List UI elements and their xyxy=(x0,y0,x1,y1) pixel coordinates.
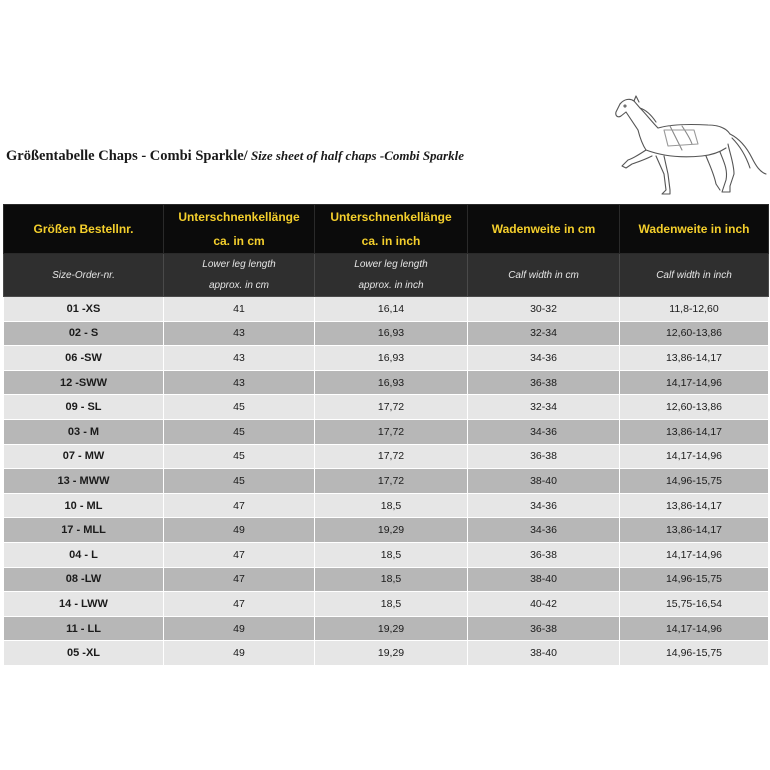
table-cell: 43 xyxy=(164,370,315,395)
table-cell: 13,86-14,17 xyxy=(620,493,769,518)
table-cell: 14,96-15,75 xyxy=(620,469,769,494)
table-cell: 45 xyxy=(164,469,315,494)
table-row xyxy=(4,542,769,567)
table-cell: 16,93 xyxy=(315,370,468,395)
subheader-cell: Lower leg length approx. in inch xyxy=(315,254,468,297)
table-cell: 36-38 xyxy=(468,616,620,641)
table-row xyxy=(4,567,769,592)
table-cell: 43 xyxy=(164,346,315,371)
table-cell: 13,86-14,17 xyxy=(620,419,769,444)
table-cell: 34-36 xyxy=(468,419,620,444)
table-row xyxy=(4,518,769,543)
table-cell: 14,17-14,96 xyxy=(620,616,769,641)
title-subtitle: Size sheet of half chaps -Combi Sparkle xyxy=(247,148,465,163)
table-cell: 30-32 xyxy=(468,297,620,322)
table-cell: 11,8-12,60 xyxy=(620,297,769,322)
table-cell: 49 xyxy=(164,616,315,641)
size-order-cell: 02 - S xyxy=(4,321,164,346)
table-row xyxy=(4,592,769,617)
table-cell: 40-42 xyxy=(468,592,620,617)
size-order-cell: 17 - MLL xyxy=(4,518,164,543)
table-cell: 45 xyxy=(164,419,315,444)
table-cell: 13,86-14,17 xyxy=(620,346,769,371)
table-cell: 38-40 xyxy=(468,641,620,666)
table-cell: 49 xyxy=(164,518,315,543)
subheader-cell: Lower leg length approx. in cm xyxy=(164,254,315,297)
table-row xyxy=(4,493,769,518)
table-cell: 47 xyxy=(164,493,315,518)
size-order-cell: 04 - L xyxy=(4,542,164,567)
table-row xyxy=(4,641,769,666)
table-cell: 14,96-15,75 xyxy=(620,567,769,592)
table-cell: 38-40 xyxy=(468,469,620,494)
table-cell: 12,60-13,86 xyxy=(620,395,769,420)
size-order-cell: 11 - LL xyxy=(4,616,164,641)
table-cell: 14,96-15,75 xyxy=(620,641,769,666)
header-cell: Wadenweite in cm xyxy=(468,205,620,254)
table-subheader-row xyxy=(4,254,769,297)
table-cell: 34-36 xyxy=(468,346,620,371)
size-order-cell: 05 -XL xyxy=(4,641,164,666)
table-cell: 49 xyxy=(164,641,315,666)
header-cell: Unterschnenkellänge ca. in inch xyxy=(315,205,468,254)
size-order-cell: 09 - SL xyxy=(4,395,164,420)
size-order-cell: 14 - LWW xyxy=(4,592,164,617)
size-order-cell: 12 -SWW xyxy=(4,370,164,395)
table-cell: 12,60-13,86 xyxy=(620,321,769,346)
table-cell: 18,5 xyxy=(315,493,468,518)
size-order-cell: 01 -XS xyxy=(4,297,164,322)
subheader-cell: Size-Order-nr. xyxy=(4,254,164,297)
header-cell: Größen Bestellnr. xyxy=(4,205,164,254)
table-cell: 18,5 xyxy=(315,592,468,617)
page-title xyxy=(6,148,464,165)
table-cell: 45 xyxy=(164,395,315,420)
table-cell: 32-34 xyxy=(468,321,620,346)
size-table xyxy=(3,204,769,666)
table-cell: 17,72 xyxy=(315,469,468,494)
table-row xyxy=(4,395,769,420)
table-cell: 34-36 xyxy=(468,518,620,543)
table-cell: 18,5 xyxy=(315,542,468,567)
table-cell: 36-38 xyxy=(468,370,620,395)
table-cell: 47 xyxy=(164,592,315,617)
table-cell: 15,75-16,54 xyxy=(620,592,769,617)
table-row xyxy=(4,469,769,494)
size-order-cell: 10 - ML xyxy=(4,493,164,518)
table-cell: 17,72 xyxy=(315,419,468,444)
table-cell: 13,86-14,17 xyxy=(620,518,769,543)
table-cell: 18,5 xyxy=(315,567,468,592)
table-cell: 32-34 xyxy=(468,395,620,420)
size-order-cell: 08 -LW xyxy=(4,567,164,592)
header-cell: Unterschnenkellänge ca. in cm xyxy=(164,205,315,254)
table-cell: 14,17-14,96 xyxy=(620,370,769,395)
table-cell: 17,72 xyxy=(315,444,468,469)
title-main: Größentabelle Chaps - Combi Sparkle/ xyxy=(6,148,248,164)
subheader-cell: Calf width in cm xyxy=(468,254,620,297)
table-row xyxy=(4,419,769,444)
table-header-row xyxy=(4,205,769,254)
table-cell: 19,29 xyxy=(315,518,468,543)
table-cell: 47 xyxy=(164,542,315,567)
header-cell: Wadenweite in inch xyxy=(620,205,769,254)
table-row xyxy=(4,321,769,346)
table-cell: 16,93 xyxy=(315,346,468,371)
size-order-cell: 07 - MW xyxy=(4,444,164,469)
table-cell: 19,29 xyxy=(315,641,468,666)
table-cell: 41 xyxy=(164,297,315,322)
table-row xyxy=(4,444,769,469)
size-order-cell: 13 - MWW xyxy=(4,469,164,494)
size-order-cell: 03 - M xyxy=(4,419,164,444)
table-cell: 43 xyxy=(164,321,315,346)
table-cell: 47 xyxy=(164,567,315,592)
table-cell: 14,17-14,96 xyxy=(620,444,769,469)
table-row xyxy=(4,346,769,371)
table-row xyxy=(4,370,769,395)
table-cell: 38-40 xyxy=(468,567,620,592)
horse-sketch-icon xyxy=(612,94,770,202)
table-cell: 45 xyxy=(164,444,315,469)
table-row xyxy=(4,297,769,322)
subheader-cell: Calf width in inch xyxy=(620,254,769,297)
table-cell: 19,29 xyxy=(315,616,468,641)
table-cell: 16,14 xyxy=(315,297,468,322)
table-row xyxy=(4,616,769,641)
table-cell: 36-38 xyxy=(468,542,620,567)
table-cell: 34-36 xyxy=(468,493,620,518)
table-cell: 36-38 xyxy=(468,444,620,469)
table-cell: 17,72 xyxy=(315,395,468,420)
table-cell: 16,93 xyxy=(315,321,468,346)
table-cell: 14,17-14,96 xyxy=(620,542,769,567)
size-order-cell: 06 -SW xyxy=(4,346,164,371)
